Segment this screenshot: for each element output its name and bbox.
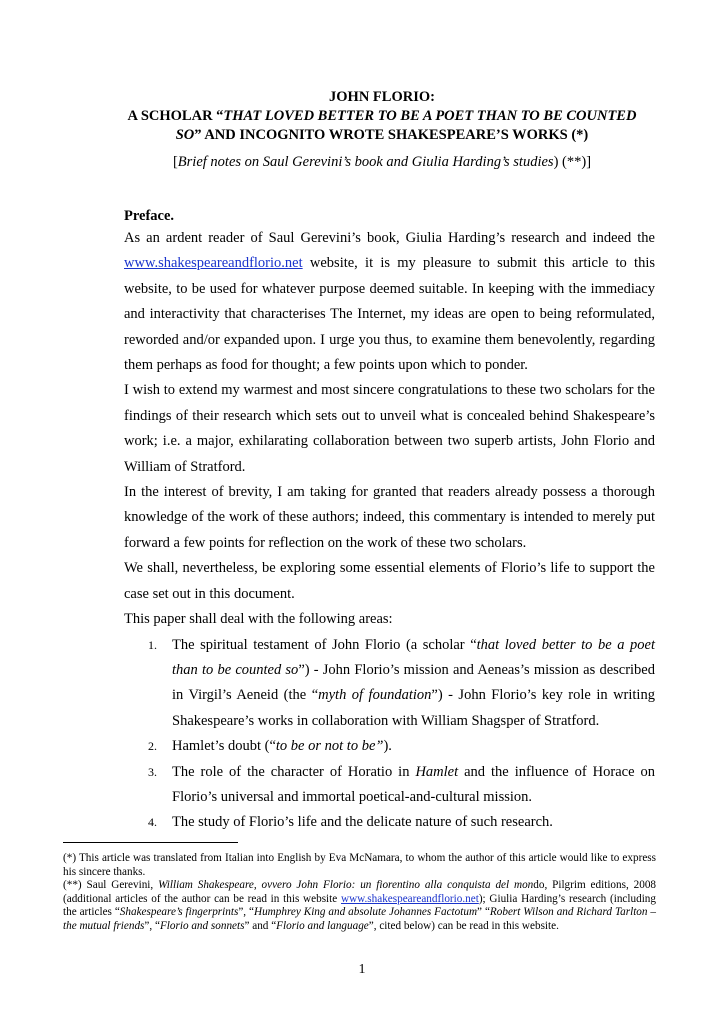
document-title <box>110 88 654 145</box>
footnotes <box>63 852 656 934</box>
footnote-text: do, Pilgrim editions, 2008 (additional articles of the author can be read in this website <box>63 879 657 905</box>
footnote-italic: Florio and sonnets <box>159 919 245 932</box>
list-item <box>124 633 655 735</box>
paragraph-1 <box>124 226 655 378</box>
title-quote-end: SO <box>175 127 195 143</box>
preface-heading: Preface. <box>124 208 175 224</box>
list-number: 2. <box>148 739 157 754</box>
list-text: The role of the character of Horatio in <box>172 763 416 780</box>
footnote-text: ); Giulia Harding’s research (including the articles “ <box>63 892 656 919</box>
list-item <box>124 810 655 835</box>
list-text: Hamlet’s doubt (“ <box>172 738 276 755</box>
subtitle-close: ) (**)] <box>553 154 592 170</box>
paragraph-3: In the interest of brevity, I am taking for granted that readers already possess a thorough knowledge of the work of these authors; indeed, this commentary is intended to merely put forward a few points for reflection on the work of these two scholars. <box>124 484 655 551</box>
document-body <box>124 206 655 836</box>
footnote-text: ”, “ <box>144 919 160 932</box>
footnote-website-link[interactable]: www.shakespeareandflorio.net <box>340 892 479 905</box>
title-text-end: ” AND INCOGNITO WROTE SHAKESPEARE’S WORKS (*) <box>194 127 589 143</box>
areas-list <box>124 633 655 836</box>
footnote-text: (**) Saul Gerevini, <box>63 879 159 892</box>
footnote-text: ” and “ <box>244 919 277 932</box>
website-link[interactable]: www.shakespeareandflorio.net <box>124 255 303 272</box>
paragraph-1-text: As an ardent reader of Saul Gerevini’s book, Giulia Harding’s research and indeed the <box>124 230 655 246</box>
footnote-text: ”, “ <box>238 906 254 919</box>
list-text: ”) - John Florio’s mission and Aeneas’s mission as described in Virgil’s Aeneid (the “ <box>172 661 655 704</box>
paragraph-5: This paper shall deal with the following areas: <box>124 611 393 628</box>
footnote-italic: Florio and language <box>276 919 369 932</box>
title-line-3 <box>110 126 654 145</box>
list-italic: that loved better to be a poet than to be counted so <box>172 636 655 678</box>
list-italic: Hamlet <box>415 763 459 780</box>
footnote-2 <box>63 879 656 933</box>
footnote-italic: Shakespeare’s fingerprints <box>119 906 239 919</box>
document-subtitle <box>110 154 654 171</box>
list-item <box>124 760 655 811</box>
list-number: 1. <box>148 637 157 652</box>
paragraph-1-text-cont: website, it is my pleasure to submit this article to this website, to be used for whatever purpose deemed suitable. In keeping with the immediacy and interactivity that characterises The Internet, my ideas are open to being reformulated, reworded and/or expanded upon. I urge you thus, to examine them benevolently, regarding them perhaps as food for thought; a few points upon which to ponder. <box>124 255 655 374</box>
list-italic: to be or not to be” <box>275 738 384 755</box>
list-italic: myth of foundation <box>318 687 432 704</box>
page-number: 1 <box>358 962 366 977</box>
title-line-1 <box>110 88 654 107</box>
paragraph-4: We shall, nevertheless, be exploring some essential elements of Florio’s life to support the case set out in this document. <box>124 560 655 602</box>
list-number: 4. <box>148 815 157 830</box>
title-text: A SCHOLAR “ <box>127 108 224 124</box>
list-text: and the influence of Horace on Florio’s universal and immortal poetical-and-cultural mission. <box>172 763 655 805</box>
footnote-divider <box>63 842 238 843</box>
title-line-2 <box>110 107 654 126</box>
list-text: The study of Florio’s life and the delicate nature of such research. <box>172 814 553 831</box>
footnote-text: ” “ <box>477 906 490 919</box>
subtitle-italic: Brief notes on Saul Gerevini’s book and Giulia Harding’s studies <box>177 154 554 170</box>
list-text: ). <box>383 738 392 755</box>
footnote-italic: Humphrey King and absolute Johannes Factotum <box>254 906 478 919</box>
list-item <box>124 734 655 759</box>
list-number: 3. <box>148 764 157 779</box>
list-text: ”) - John Florio’s key role in writing Shakespeare’s works in collaboration with William Shagsper of Stratford. <box>172 687 655 729</box>
title-author: JOHN FLORIO: <box>329 89 435 105</box>
footnote-1: (*) This article was translated from Italian into English by Eva McNamara, to whom the author of this article would like to express his sincere thanks. <box>63 852 656 878</box>
paragraph-2: I wish to extend my warmest and most sincere congratulations to these two scholars for the findings of their research which sets out to unveil what is concealed behind Shakespeare’s work; i.e. a major, exhilarating collaboration between two superb artists, John Florio and William of Stratford. <box>124 382 655 475</box>
footnote-italic: Robert Wilson and Richard Tarlton – the mutual friends <box>63 906 657 932</box>
subtitle-open: [ <box>172 154 178 170</box>
list-text: The spiritual testament of John Florio (a scholar “ <box>172 636 477 653</box>
footnote-text: ”, cited below) can be read in this website. <box>368 919 559 932</box>
title-quote: THAT LOVED BETTER TO BE A POET THAN TO BE COUNTED <box>223 108 637 124</box>
footnote-italic: William Shakespeare, ovvero John Florio: un fiorentino alla conquista del mon <box>158 879 534 892</box>
